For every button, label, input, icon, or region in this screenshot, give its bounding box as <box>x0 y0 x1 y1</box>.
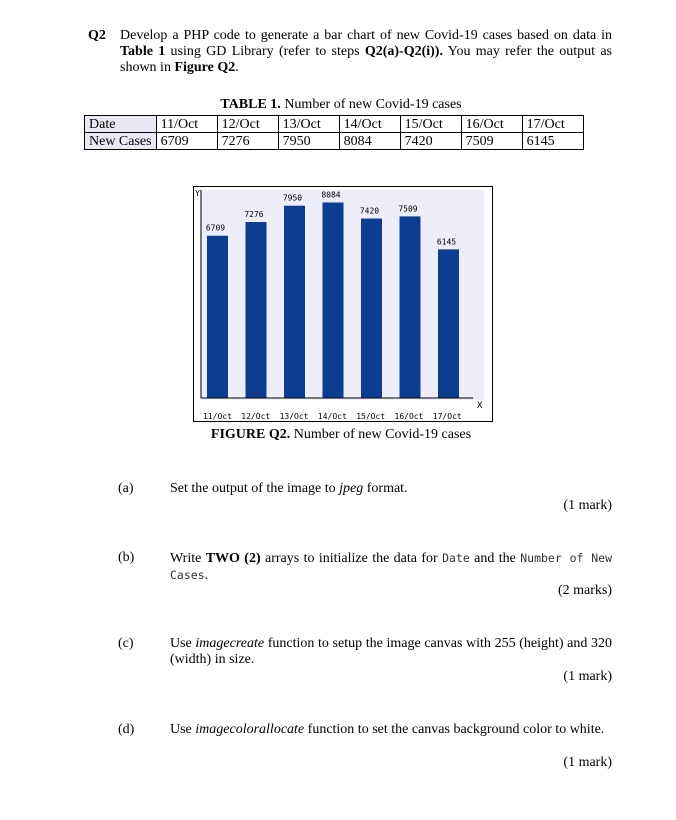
bar-chart <box>193 186 493 422</box>
intro-text-1: Develop a PHP code to generate a bar chart of new Covid-19 cases based on data in <box>120 28 612 43</box>
part-a-em: jpeg <box>339 481 364 496</box>
part-d-pre: Use <box>170 722 196 737</box>
part-c-post: function to setup the image canvas with 255 (height) and 320 (width) in size. <box>170 636 613 667</box>
x-tick-label: 14/Oct <box>317 412 347 421</box>
part-b-bold: TWO (2) <box>205 551 261 566</box>
part-d-em: imagecolorallocate <box>195 722 305 737</box>
bar-value-label: 6709 <box>205 223 226 233</box>
chart-bar <box>400 216 421 398</box>
table-cell-date: 12/Oct <box>217 116 278 133</box>
chart-bar <box>207 236 228 398</box>
table-cell-cases: 6145 <box>522 133 583 150</box>
table-cell-cases: 7950 <box>278 133 339 150</box>
figure-caption-bold: FIGURE Q2. <box>210 427 291 442</box>
intro-text-4: . <box>235 60 239 75</box>
x-tick-label: 13/Oct <box>279 412 309 421</box>
part-d-label: (d) <box>118 722 135 737</box>
table-cell-date: 13/Oct <box>278 116 339 133</box>
x-tick-label: 12/Oct <box>241 412 271 421</box>
figure-caption <box>0 427 676 443</box>
table-cell-cases: 7276 <box>217 133 278 150</box>
chart-bar <box>323 202 344 398</box>
part-b-and: and the <box>469 551 521 566</box>
table-caption <box>0 97 676 113</box>
intro-steps: Q2(a)-Q2(i)). <box>364 44 443 59</box>
part-b-marks: (2 marks) <box>557 583 612 598</box>
bar-value-label: 6145 <box>436 237 457 247</box>
y-axis-label: Y <box>195 189 200 198</box>
part-b-code-cases: Number of New Cases <box>170 551 612 582</box>
part-a-pre: Set the output of the image to <box>170 481 340 496</box>
part-a-marks: (1 mark) <box>563 498 612 513</box>
part-b-mid: arrays to initialize the data for <box>260 551 443 566</box>
table-cell-cases: 7509 <box>461 133 522 150</box>
part-b-code-date: Date <box>442 551 470 565</box>
x-tick-label: 17/Oct <box>432 412 462 421</box>
table-row-cases <box>85 133 584 150</box>
bar-value-label: 8084 <box>321 190 341 200</box>
intro-figure-ref: Figure Q2 <box>174 60 236 75</box>
bar-value-label: 7950 <box>282 193 303 203</box>
chart-bar <box>438 249 459 398</box>
part-c-em: imagecreate <box>195 636 265 651</box>
part-a-post: format. <box>363 481 408 496</box>
question-number: Q2 <box>88 28 106 43</box>
chart-bar <box>361 219 382 398</box>
x-tick-label: 16/Oct <box>394 412 424 421</box>
chart-bar <box>284 206 305 398</box>
question-intro <box>120 28 612 76</box>
table-cell-cases: 6709 <box>156 133 217 150</box>
bar-value-label: 7509 <box>398 204 418 214</box>
figure-caption-text: Number of new Covid-19 cases <box>290 427 472 442</box>
x-axis-label: X <box>477 401 483 411</box>
bar-value-label: 7420 <box>359 206 380 216</box>
cases-table <box>84 115 584 150</box>
chart-bar <box>246 222 267 398</box>
table-cell-cases: 7420 <box>400 133 461 150</box>
table-caption-bold: TABLE 1. <box>220 97 281 112</box>
part-d-marks: (1 mark) <box>563 755 612 770</box>
table-cell-date: 11/Oct <box>156 116 217 133</box>
row-header-cases: New Cases <box>85 133 157 150</box>
intro-text-3: You may refer the output as shown in <box>120 44 612 75</box>
table-caption-text: Number of new Covid-19 cases <box>280 97 462 112</box>
part-b-pre: Write <box>170 551 206 566</box>
part-d-text <box>170 722 612 738</box>
bar-chart-figure <box>193 186 493 422</box>
part-d-post: function to set the canvas background color to white. <box>304 722 605 737</box>
intro-table-ref: Table 1 <box>120 44 166 59</box>
part-b-post: . <box>204 568 209 583</box>
table-cell-date: 16/Oct <box>461 116 522 133</box>
part-a-text <box>170 481 612 497</box>
part-a-label: (a) <box>118 481 134 496</box>
part-c-pre: Use <box>170 636 196 651</box>
bar-value-label: 7276 <box>244 210 264 220</box>
x-tick-label: 11/Oct <box>203 412 232 421</box>
table-cell-date: 17/Oct <box>522 116 583 133</box>
table-row-date <box>85 116 584 133</box>
intro-text-2: using GD Library (refer to steps <box>165 44 365 59</box>
part-c-marks: (1 mark) <box>563 669 612 684</box>
row-header-date: Date <box>85 116 157 133</box>
table-cell-date: 15/Oct <box>400 116 461 133</box>
table-cell-date: 14/Oct <box>339 116 400 133</box>
x-tick-label: 15/Oct <box>356 412 386 421</box>
part-b-text <box>170 550 612 584</box>
table-cell-cases: 8084 <box>339 133 400 150</box>
part-b-label: (b) <box>118 550 135 565</box>
part-c-text <box>170 636 612 668</box>
part-c-label: (c) <box>118 636 134 651</box>
